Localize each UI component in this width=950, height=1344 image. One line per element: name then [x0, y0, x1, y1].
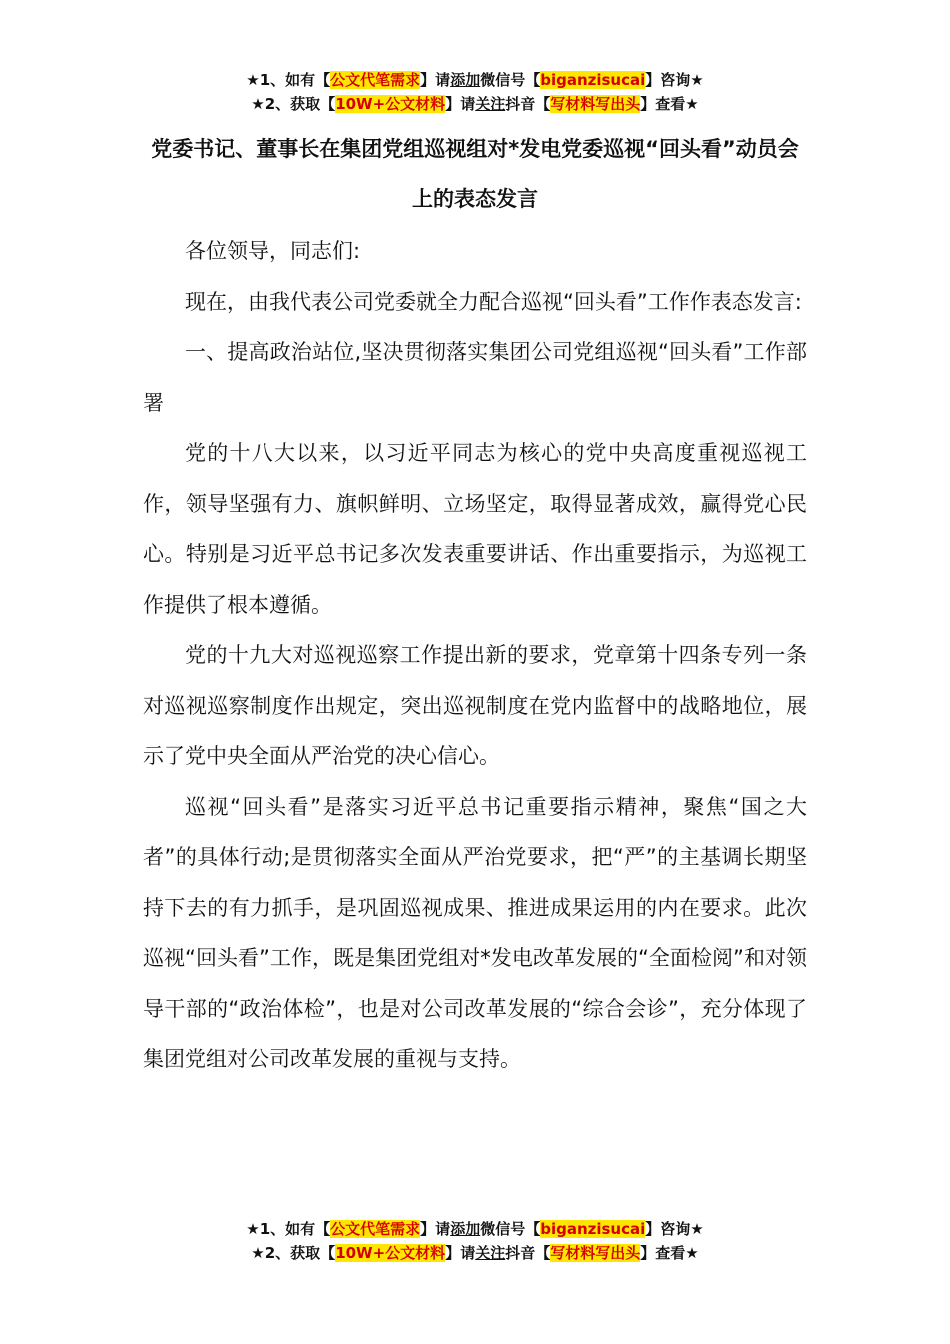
ad-text: ★2、获取【 [251, 95, 336, 113]
ad-text: 】请 [445, 95, 476, 113]
ad-text: 】咨询★ [645, 1220, 704, 1238]
ad-underline: 关注 [475, 95, 506, 113]
ad-text: 】请 [420, 1220, 451, 1238]
paragraph-salutation: 各位领导，同志们: [185, 239, 361, 263]
ad-line-1 [0, 1217, 950, 1241]
ad-text: 】查看★ [640, 1244, 699, 1262]
ad-line-1 [0, 68, 950, 92]
ad-text: 微信号【 [480, 71, 541, 89]
ad-text: 抖音【 [505, 1244, 551, 1262]
ad-underline: 添加 [450, 1220, 481, 1238]
ad-text: ★1、如有【 [246, 71, 331, 89]
document-body [143, 226, 807, 1085]
ad-text: 】查看★ [640, 95, 699, 113]
ad-underline: 添加 [450, 71, 481, 89]
ad-highlight: 公文代笔需求 [330, 1220, 421, 1238]
ad-highlight: biganzisucai [540, 1220, 646, 1238]
ad-highlight: 10W+公文材料 [335, 95, 446, 113]
ad-highlight: 写材料写出头 [550, 1244, 641, 1262]
ad-line-2 [0, 92, 950, 116]
footer-ad [0, 1217, 950, 1265]
ad-text: ★1、如有【 [246, 1220, 331, 1238]
paragraph: 党的十八大以来，以习近平同志为核心的党中央高度重视巡视工作，领导坚强有力、旗帜鲜明、立场坚定，取得显著成效，赢得党心民心。特别是习近平总书记多次发表重要讲话、作出重要指示，为巡视工作提供了根本遵循。 [143, 441, 807, 617]
paragraph-intro: 现在，由我代表公司党委就全力配合巡视“回头看”工作作表态发言: [185, 289, 802, 314]
ad-text: 】咨询★ [645, 71, 704, 89]
ad-highlight: 公文代笔需求 [330, 71, 421, 89]
ad-text: 】请 [445, 1244, 476, 1262]
ad-text: 】请 [420, 71, 451, 89]
ad-highlight: biganzisucai [540, 71, 646, 89]
document-title: 党委书记、董事长在集团党组巡视组对*发电党委巡视“回头看”动员会上的表态发言 [151, 137, 799, 211]
ad-text: 微信号【 [480, 1220, 541, 1238]
paragraph: 巡视“回头看”是落实习近平总书记重要指示精神，聚焦“国之大者”的具体行动;是贯彻落实全面从严治党要求，把“严”的主基调长期坚持下去的有力抓手，是巩固巡视成果、推进成果运用的内在要求。此次巡视“回头看”工作，既是集团党组对*发电改革发展的“全面检阅”和对领导干部的“政治体检”，也是对公司改革发展的“综合会诊”，充分体现了集团党组对公司改革发展的重视与支持。 [143, 794, 807, 1071]
header-ad [0, 68, 950, 116]
section-heading-1: 一、提高政治站位,坚决贯彻落实集团公司党组巡视“回头看”工作部署 [143, 340, 807, 415]
ad-line-2 [0, 1241, 950, 1265]
ad-highlight: 写材料写出头 [550, 95, 641, 113]
ad-underline: 关注 [475, 1244, 506, 1262]
ad-highlight: 10W+公文材料 [335, 1244, 446, 1262]
ad-text: ★2、获取【 [251, 1244, 336, 1262]
paragraph: 党的十九大对巡视巡察工作提出新的要求，党章第十四条专列一条对巡视巡察制度作出规定，突出巡视制度在党内监督中的战略地位，展示了党中央全面从严治党的决心信心。 [143, 643, 807, 768]
ad-text: 抖音【 [505, 95, 551, 113]
